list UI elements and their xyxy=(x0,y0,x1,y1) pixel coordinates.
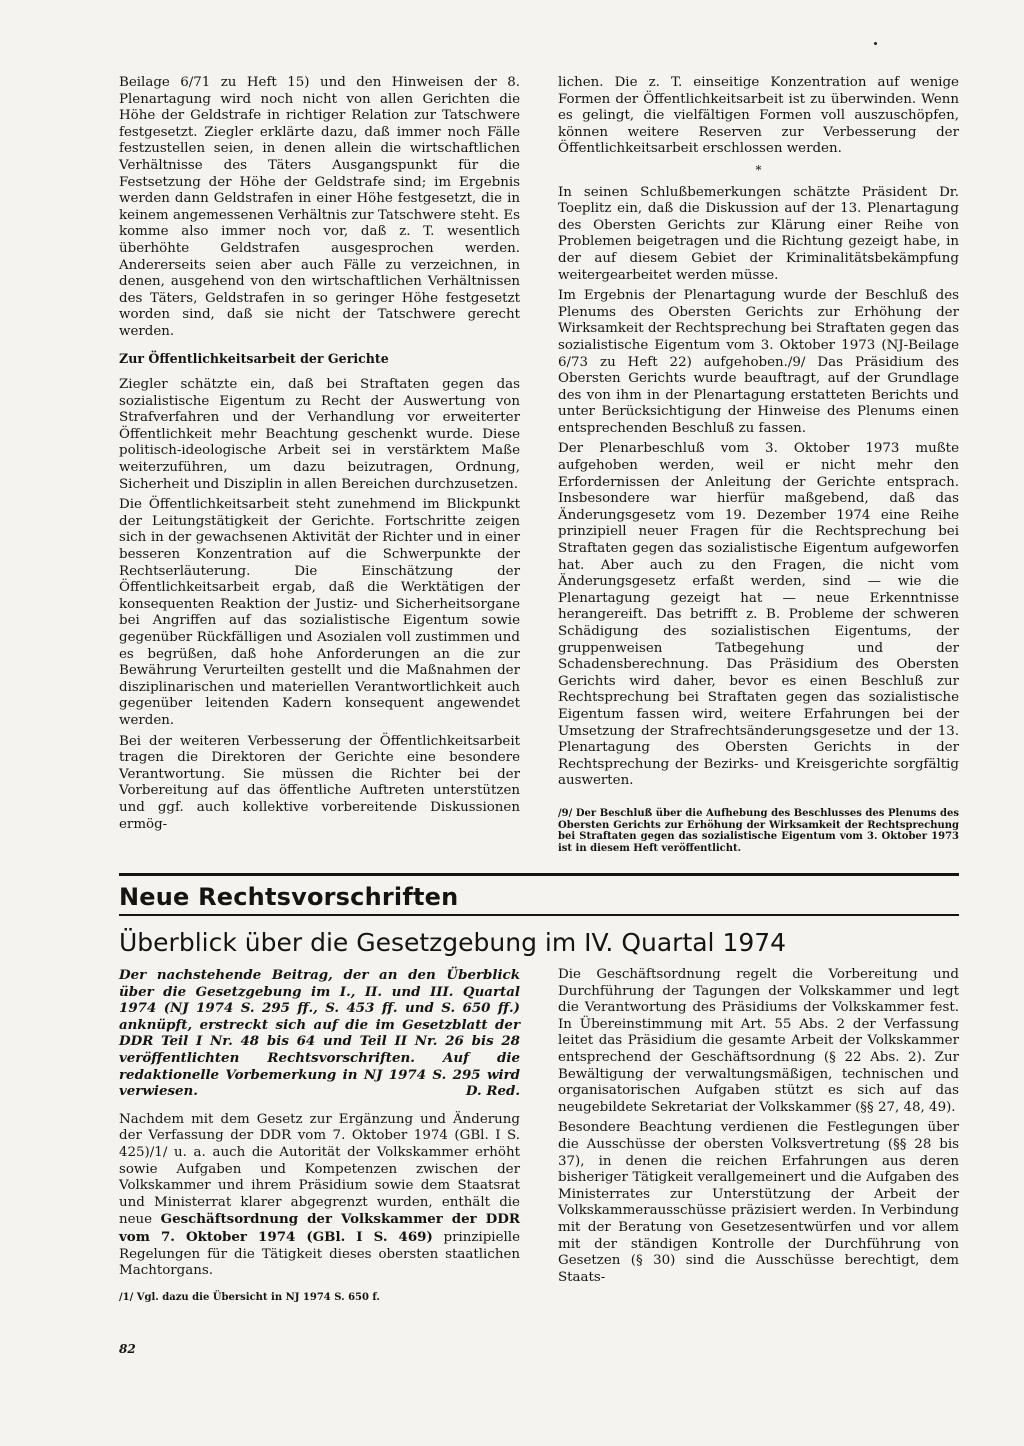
paragraph: Die Geschäftsordnung regelt die Vorbereitung und Durchführung der Tagungen der Volkskammer und legt die Verantwortung des Präsidiums der Volkskammer fest. In Übereinstimmung mit Art. 55 Abs. 2 der Verfassung leitet das Präsidium die gesamte Arbeit der Volkskammer entsprechend der Geschäftsordnung (§ 22 Abs. 2). Zur Bewältigung der verwaltungsmäßigen, technischen und organisatorischen Aufgaben stützt es sich auf das neugebildete Sekretariat der Volkskammer (§§ 27, 48, 49). xyxy=(558,967,959,1115)
editorial-intro xyxy=(119,967,520,1100)
column-bottom-left xyxy=(119,967,520,1308)
paragraph: Besondere Beachtung verdienen die Festlegungen über die Ausschüsse der obersten Volksvertretung (§§ 28 bis 37), in denen die reichen Erfahrungen aus deren bisheriger Tätigkeit verallgemeinert und die Aufgaben des Ministerrates zur Unterstützung der Arbeit der Volkskammerausschüsse präzisiert werden. In Verbindung mit der Beratung von Gesetzesentwürfen und vor allem mit der ständigen Kontrolle der Durchführung von Gesetzen (§ 30) sind die Ausschüsse berechtigt, dem Staats- xyxy=(558,1120,959,1285)
intro-text: Der nachstehende Beitrag, der an den Überblick über die Gesetzgebung im I., II. und III. Quartal 1974 (NJ 1974 S. 295 ff., S. 453 ff. und S. 650 ff.) anknüpft, erstreckt sich auf die im Gesetzblatt der DDR Teil I Nr. 48 bis 64 und Teil II Nr. 26 bis 28 veröffentlichten Rechtsvorschriften. Auf die redaktionelle Vorbemerkung in NJ 1974 S. 295 wird verwiesen. xyxy=(119,967,520,1100)
paragraph-text: Nachdem mit dem Gesetz zur Ergänzung und Änderung der Verfassung der DDR vom 7. Oktober 1974 (GBl. I S. 425)/1/ u. a. auch die Autorität der Volkskammer erhöht sowie Aufgaben und Kompetenzen zwischen der Volkskammer und ihrem Präsidium sowie dem Staatsrat und Ministerrat klarer abgegrenzt wurden, enthält die neue xyxy=(119,1111,520,1228)
paragraph-bold-text: Geschäftsordnung der Volkskammer der DDR vom 7. Oktober 1974 (GBl. I S. 469) xyxy=(119,1211,521,1245)
scan-speck xyxy=(874,42,877,45)
paragraph: Der Plenarbeschluß vom 3. Oktober 1973 mußte aufgehoben werden, weil er nicht mehr den Erfordernissen der Anleitung der Gerichte entsprach. Insbesondere war hierfür maßgebend, daß das Änderungsgesetz vom 19. Dezember 1974 eine Reihe prinzipiell neuer Fragen für die Rechtsprechung bei Straftaten gegen das sozialistische Eigentum aufgeworfen hat. Aber auch zu den Fragen, die nicht vom Änderungsgesetz erfaßt werden, sind — wie die Plenartagung gezeigt hat — neue Erkenntnisse herangereift. Das betrifft z. B. Probleme der schweren Schädigung des sozialistischen Eigentums, der gruppenweisen Tatbegehung und der Schadensberechnung. Das Präsidium des Obersten Gerichts wird daher, bevor es einen Beschluß zur Rechtsprechung bei Straftaten gegen das sozialistische Eigentum fassen wird, weitere Erfahrungen bei der Umsetzung der Strafrechtsänderungsgesetze und der 13. Plenartagung des Obersten Gerichts in der Rechtsprechung der Bezirks- und Kreisgerichte sorgfältig auswerten. xyxy=(558,441,959,789)
paragraph: Beilage 6/71 zu Heft 15) und den Hinweisen der 8. Plenartagung wird noch nicht von allen Gerichten die Höhe der Geldstrafe in richtiger Relation zur Tatschwere festgesetzt. Ziegler erklärte dazu, daß immer noch Fälle festzustellen seien, in denen allein die wirtschaftlichen Verhältnisse des Täters Ausgangspunkt für die Festsetzung der Höhe der Geldstrafe sind; im Ergebnis werden dann Geldstrafen in einer Höhe festgesetzt, die in keinem angemessenen Verhältnis zur Tatschwere steht. Es komme also immer noch vor, daß z. T. wesentlich überhöhte Geldstrafen ausgesprochen werden. Andererseits seien aber auch Fälle zu verzeichnen, in denen, ausgehend von den wirtschaftlichen Verhältnissen des Täters, Geldstrafen in so geringer Höhe festgesetzt worden sind, daß sie nicht der Tatschwere gerecht werden. xyxy=(119,75,520,339)
paragraph: Bei der weiteren Verbesserung der Öffentlichkeitsarbeit tragen die Direktoren der Gerichte eine besondere Verantwortung. Sie müssen die Richter bei der Vorbereitung auf das öffentliche Auftreten unterstützen und ggf. auch kollektive vorbereitende Diskussionen ermög- xyxy=(119,733,520,832)
section-separator-star: * xyxy=(755,162,762,177)
paragraph-text: prinzipielle Regelungen für die Tätigkeit dieses obersten staatlichen Machtorgans. xyxy=(119,1229,520,1279)
footnote: /9/ Der Beschluß über die Aufhebung des Beschlusses des Plenums des Obersten Gerichts zur Erhöhung der Wirksamkeit der Rechtsprechung bei Straftaten gegen das sozialistische Eigentum vom 3. Oktober 1973 ist in diesem Heft veröffentlicht. xyxy=(558,807,959,854)
paragraph: In seinen Schlußbemerkungen schätzte Präsident Dr. Toeplitz ein, daß die Diskussion auf der 13. Plenartagung des Obersten Gerichts zur Klärung einer Reihe von Problemen beigetragen und die Richtung gezeigt habe, in der auf diesem Gebiet der Kriminalitätsbekämpfung weitergearbeitet werden müsse. xyxy=(558,184,959,283)
paragraph: Die Öffentlichkeitsarbeit steht zunehmend im Blickpunkt der Leitungstätigkeit der Gerichte. Fortschritte zeigen sich in der gewachsenen Aktivität der Richter und in einer besseren Konzentration auf die Schwerpunkte der Rechtserläuterung. Die Einschätzung der Öffentlichkeitsarbeit ergab, daß die Werktätigen der konsequenten Reaktion der Justiz- und Sicherheitsorgane bei Angriffen auf das sozialistische Eigentum sowie gegenüber Rückfälligen und Asozialen voll zustimmen und es begrüßen, daß hohe Anforderungen an die zur Bewährung Verurteilten gestellt und die Maßnahmen der disziplinarischen und materiellen Verantwortlichkeit auch gegenüber leitenden Kadern konsequent angewendet werden. xyxy=(119,497,520,728)
column-top-right xyxy=(558,75,959,858)
subheading: Zur Öffentlichkeitsarbeit der Gerichte xyxy=(119,350,389,366)
paragraph: lichen. Die z. T. einseitige Konzentration auf wenige Formen der Öffentlichkeitsarbeit ist zu überwinden. Wenn es gelingt, die vielfältigen Formen voll auszuschöpfen, können weitere Reserven zur Verbesserung der Öffentlichkeitsarbeit erschlossen werden. xyxy=(558,75,959,157)
section-heading: Neue Rechtsvorschriften xyxy=(119,883,459,911)
column-bottom-right xyxy=(558,967,959,1290)
footnote: /1/ Vgl. dazu die Übersicht in NJ 1974 S. 650 f. xyxy=(119,1291,380,1303)
title-rule xyxy=(119,914,959,916)
intro-signature: D. Red. xyxy=(465,1083,520,1100)
paragraph: Im Ergebnis der Plenartagung wurde der Beschluß des Plenums des Obersten Gerichts zur Erhöhung der Wirksamkeit der Rechtsprechung bei Straftaten gegen das sozialistische Eigentum vom 3. Oktober 1973 (NJ-Beilage 6/73 zu Heft 22) aufgehoben./9/ Das Präsidium des Obersten Gerichts wurde beauftragt, auf der Grundlage des von ihm in der Plenartagung erstatteten Berichts und unter Berücksichtigung der Hinweise des Plenums einen entsprechenden Beschluß zu fassen. xyxy=(558,288,959,436)
column-top-left xyxy=(119,75,520,837)
paragraph xyxy=(119,1112,520,1280)
article-title: Überblick über die Gesetzgebung im IV. Quartal 1974 xyxy=(119,928,787,957)
paragraph: Ziegler schätzte ein, daß bei Straftaten gegen das sozialistische Eigentum zu Recht der Auswertung von Strafverfahren und der Verhandlung vor erweiterter Öffentlichkeit mehr Beachtung geschenkt wurde. Diese politisch-ideologische Arbeit sei in verstärktem Maße weiterzuführen, um dazu beizutragen, Ordnung, Sicherheit und Disziplin in allen Bereichen durchzusetzen. xyxy=(119,377,520,492)
section-rule xyxy=(119,873,959,876)
page-number: 82 xyxy=(119,1342,136,1356)
